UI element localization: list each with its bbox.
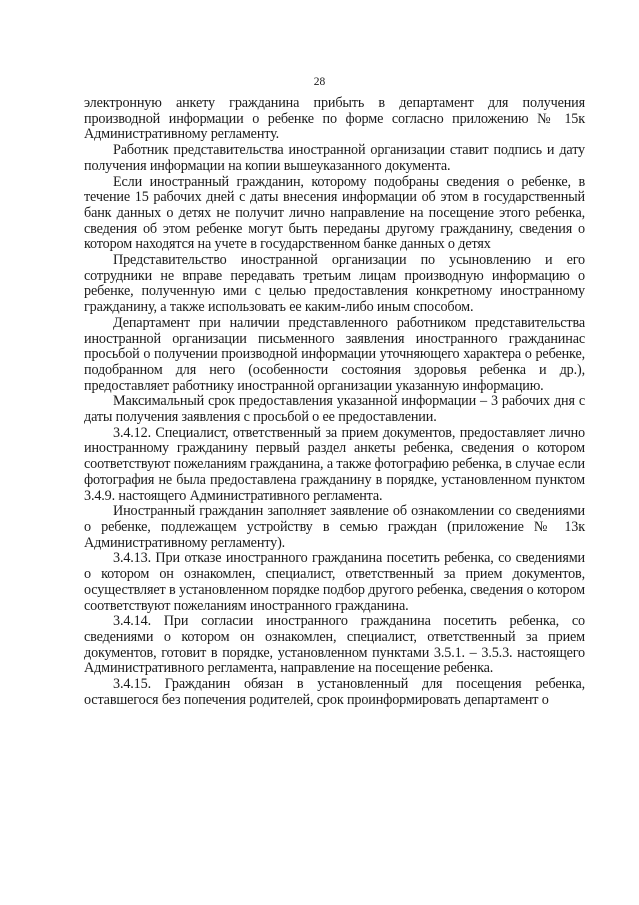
- paragraph: Максимальный срок предоставления указанной информации – 3 рабочих дня с даты получения заявления с просьбой о ее предоставлении.: [84, 393, 585, 426]
- paragraph: Департамент при наличии представленного работником представительства иностранной организации письменного заявления иностранного гражданинас просьбой о получении производной информации уточняющего характера о ребенке, подобранном для него (особенности состояния здоровья ребенка и др.), предоставляет работнику иностранной организации указанную информацию.: [84, 314, 585, 394]
- paragraph: 3.4.13. При отказе иностранного гражданина посетить ребенка, со сведениями о котором он ознакомлен, специалист, ответственный за прием документов, осуществляет в установленном порядке подбор другого ребенка, сведения о котором соответствуют пожеланиям иностранного гражданина.: [84, 550, 585, 614]
- paragraph: электронную анкету гражданина прибыть в департамент для получения производной информации о ребенке по форме согласно приложению № 15к Административному регламенту.: [84, 95, 585, 143]
- document-body: [84, 96, 585, 708]
- paragraph: Иностранный гражданин заполняет заявление об ознакомлении со сведениями о ребенке, подлежащем устройству в семью граждан (приложение № 13к Административному регламенту).: [84, 503, 585, 551]
- paragraph: Если иностранный гражданин, которому подобраны сведения о ребенке, в течение 15 рабочих дней с даты внесения информации об этом в государственный банк данных о детях не получит лично направление на посещение этого ребенка, сведения об этом ребенке могут быть переданы другому гражданину, сведения о котором находятся на учете в государственном банке данных о детях: [84, 173, 585, 253]
- paragraph: 3.4.14. При согласии иностранного гражданина посетить ребенка, со сведениями о котором он ознакомлен, специалист, ответственный за прием документов, готовит в порядке, установленном пунктами 3.5.1. – 3.5.3. настоящего Административного регламента, направление на посещение ребенка.: [84, 613, 585, 677]
- page-number: 28: [313, 76, 326, 88]
- paragraph: 3.4.12. Специалист, ответственный за прием документов, предоставляет лично иностранному гражданину первый раздел анкеты ребенка, сведения о котором соответствуют пожеланиям гражданина, а также фотографию ребенка, в случае если фотография не была предоставлена гражданину в порядке, установленном пунктом 3.4.9. настоящего Административного регламента.: [84, 424, 585, 504]
- paragraph: Работник представительства иностранной организации ставит подпись и дату получения информации на копии вышеуказанного документа.: [84, 142, 585, 174]
- paragraph: Представительство иностранной организации по усыновлению и его сотрудники не вправе передавать третьим лицам производную информацию о ребенке, полученную ими с целью предоставления конкретному иностранному гражданину, а также использовать ее каким-либо иным способом.: [84, 252, 585, 316]
- paragraph: 3.4.15. Гражданин обязан в установленный для посещения ребенка, оставшегося без попечения родителей, срок проинформировать департамент о: [84, 676, 585, 708]
